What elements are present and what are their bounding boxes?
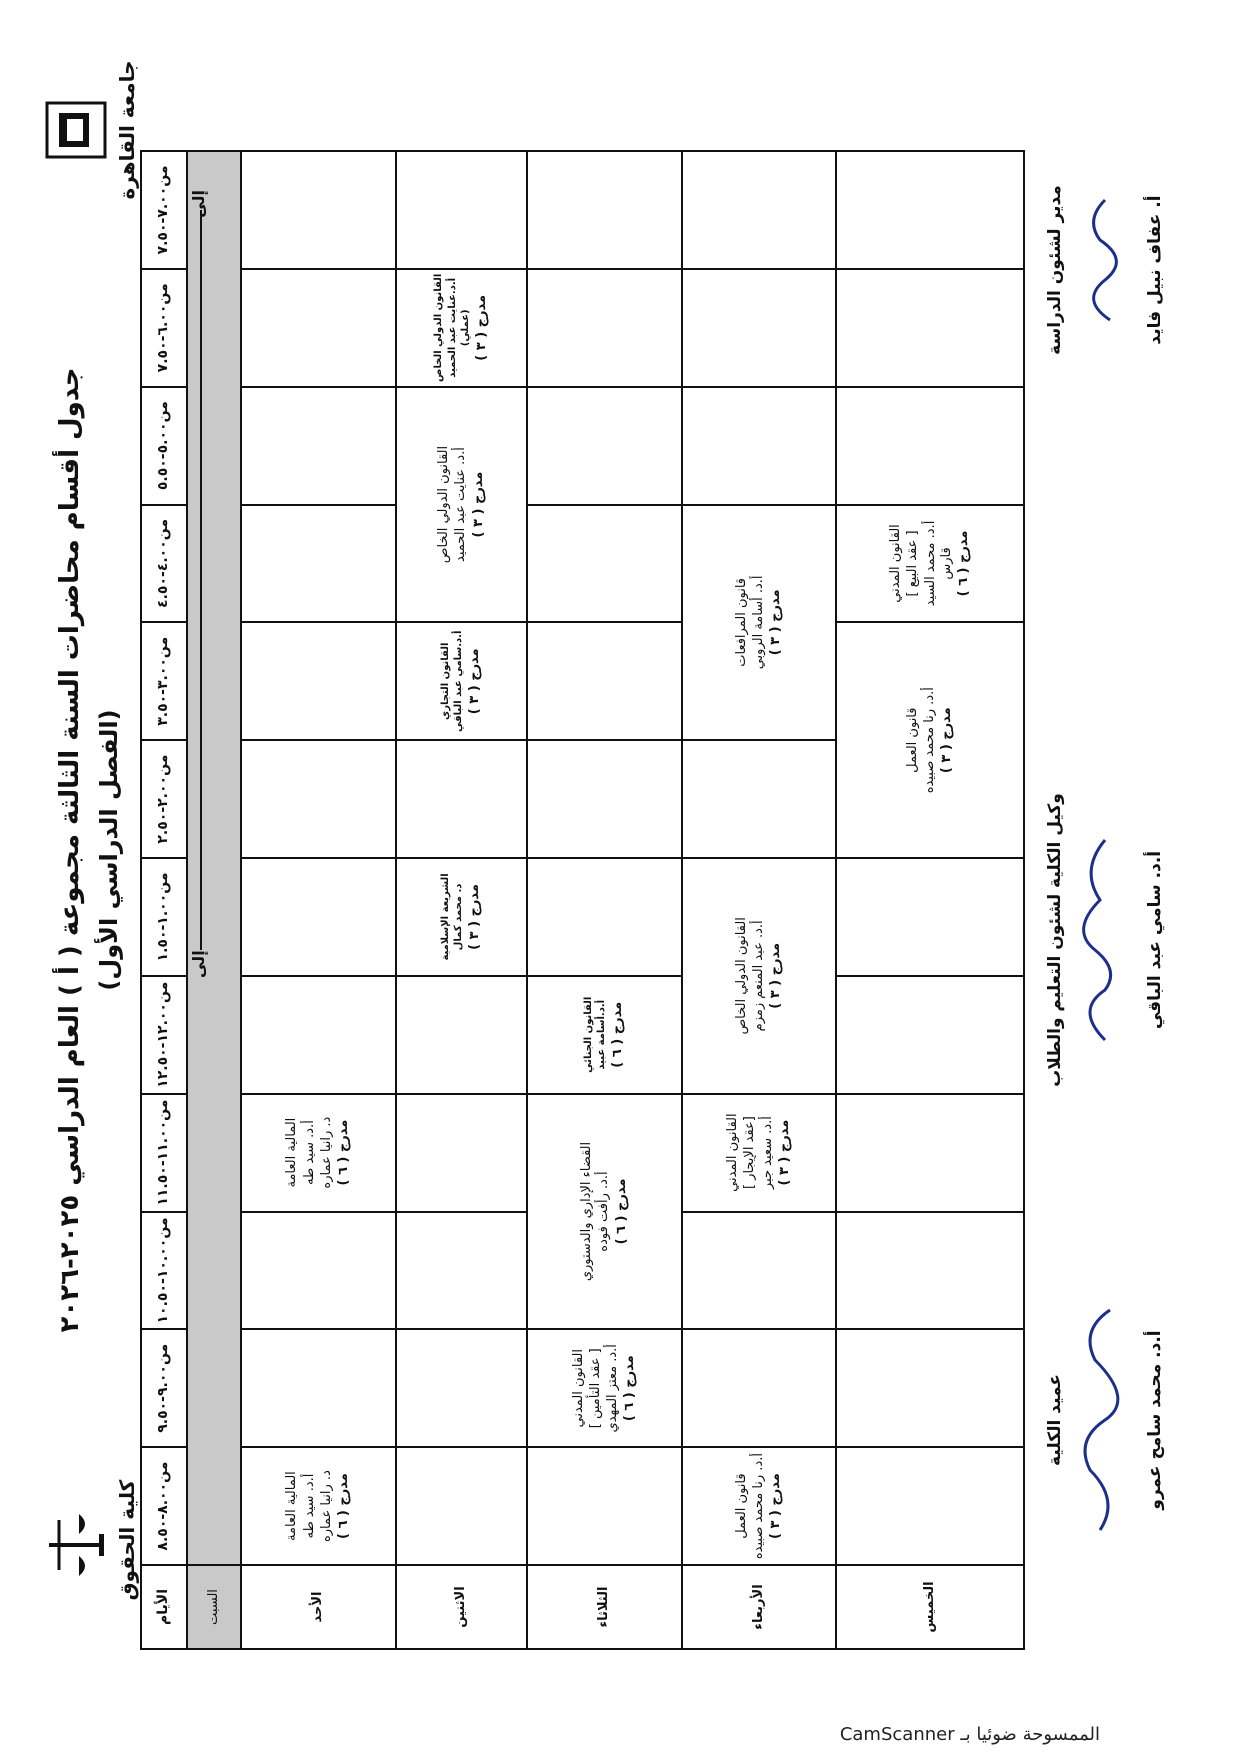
hall: مدرج ( ٣ ) — [470, 471, 486, 538]
hall: مدرج ( ٦ ) — [622, 1355, 638, 1422]
time-slot: من٦.٠٠-٧.٥٠ — [141, 269, 187, 387]
time-slot: من١١.٠٠-١١.٥٠ — [141, 1094, 187, 1212]
professor: أ.د. عبد المنعم زمزم — [750, 920, 766, 1032]
signatory-title: وكيل الكلية لشئون التعليم والطلاب — [1045, 793, 1065, 1087]
range-line — [200, 210, 202, 950]
empty-cell — [836, 387, 1024, 505]
professor: أ.د. سيد طه — [301, 1120, 317, 1186]
scanned-page — [35, 10, 1205, 1690]
hall: مدرج ( ٣ ) — [768, 942, 784, 1009]
signatory-name: أ. عفاف نبيل فايد — [1145, 195, 1165, 345]
cairo-university-logo — [45, 95, 107, 165]
time-header-row — [141, 151, 187, 1649]
time-slot: من٥.٠٠-٥.٥٠ — [141, 387, 187, 505]
empty-cell — [836, 1329, 1024, 1447]
signatory-name: أ.د. محمد سامح عمرو — [1145, 1330, 1165, 1510]
faculty-name: كلية الحقوق — [115, 1479, 139, 1601]
empty-cell — [241, 740, 396, 858]
empty-cell — [682, 387, 837, 505]
empty-cell — [527, 622, 682, 740]
scales-of-justice-icon — [45, 1510, 107, 1580]
empty-cell — [527, 387, 682, 505]
empty-cell — [527, 1447, 682, 1565]
empty-cell — [682, 1212, 837, 1330]
course-name: القانون الدولي الخاص — [436, 445, 452, 564]
range-start: إلى — [189, 190, 208, 218]
course-sub: [ عقد البيع ] — [905, 530, 921, 597]
professor: أ.د. سيد طه — [301, 1473, 317, 1539]
hall: مدرج ( ٣ ) — [768, 589, 784, 656]
class-cell — [396, 622, 528, 740]
time-slot: من٤.٠٠-٤.٥٠ — [141, 505, 187, 623]
range-end: إلى — [189, 950, 208, 978]
empty-cell — [527, 858, 682, 976]
empty-cell — [527, 269, 682, 387]
course-name: القانون التجاري — [439, 642, 451, 720]
course-name: قانون العمل — [733, 1473, 749, 1539]
hall: مدرج ( ٦ ) — [336, 1119, 352, 1186]
empty-cell — [241, 505, 396, 623]
class-cell — [682, 505, 837, 741]
day-label: الأربعاء — [682, 1565, 837, 1649]
empty-cell — [682, 1329, 837, 1447]
class-cell — [396, 269, 528, 387]
empty-cell — [241, 151, 396, 269]
empty-cell — [682, 151, 837, 269]
time-slot: من٩.٠٠-٩.٥٠ — [141, 1329, 187, 1447]
empty-cell — [396, 740, 528, 858]
professor: د. محمد كمال — [453, 883, 465, 951]
empty-cell — [241, 387, 396, 505]
schedule-table — [140, 150, 1025, 1650]
hall: مدرج ( ٦ ) — [609, 1001, 625, 1068]
signatory-title: عميد الكلية — [1045, 1374, 1065, 1466]
class-cell — [682, 1447, 837, 1565]
empty-cell — [836, 976, 1024, 1094]
hall: مدرج ( ٣ ) — [776, 1119, 792, 1186]
course-name: الشريعة الإسلامية — [439, 873, 451, 961]
time-slot: من٨.٠٠-٨.٥٠ — [141, 1447, 187, 1565]
professor: أ.د. رنا محمد صبيده — [922, 687, 938, 794]
signatory-name: أ.د. سامي عبد الباقي — [1145, 850, 1165, 1030]
day-row-thursday — [836, 151, 1024, 1649]
page-title: جدول أقسام محاضرات السنة الثالثة مجموعة ( أ ) العام الدراسي ٢٠٢٥-٢٠٢٦ — [55, 367, 85, 1333]
class-cell — [682, 1094, 837, 1212]
day-label: الاثنين — [396, 1565, 528, 1649]
page-subtitle: (الفصل الدراسي الأول) — [95, 709, 123, 991]
class-cell — [836, 505, 1024, 623]
empty-cell — [241, 1212, 396, 1330]
hall: مدرج ( ٦ ) — [336, 1473, 352, 1539]
empty-cell — [396, 151, 528, 269]
class-cell — [527, 1329, 682, 1447]
saturday-range-line — [189, 190, 211, 978]
professor: أ.د. رأفت فوده — [596, 1171, 612, 1252]
day-label: الثلاثاء — [527, 1565, 682, 1649]
class-cell — [527, 976, 682, 1094]
empty-cell — [836, 858, 1024, 976]
course-name: المالية العامة — [284, 1117, 300, 1188]
course-sub: [عقد الإيجار ] — [742, 1116, 758, 1190]
empty-cell — [527, 740, 682, 858]
hall: مدرج ( ٣ ) — [939, 707, 955, 774]
footer-text: الممسوحة ضوئيا بـ CamScanner — [839, 1724, 1100, 1745]
days-header: الأيام — [141, 1565, 187, 1649]
handwritten-signature — [1075, 1300, 1125, 1540]
handwritten-signature — [1075, 830, 1125, 1050]
empty-cell — [836, 151, 1024, 269]
university-name: جامعة القاهرة — [115, 60, 139, 200]
day-label: السبت — [187, 1565, 241, 1649]
class-cell — [396, 858, 528, 976]
time-slot: من١٠.٠٠-١٠.٥٠ — [141, 1212, 187, 1330]
professor: أ.د. أسامة الروبي — [750, 575, 766, 670]
assistant: د. رانيا عماره — [318, 1116, 334, 1189]
course-name: القانون المدني — [888, 524, 904, 603]
professor: أ.د. معتز المهدي — [605, 1344, 621, 1433]
professor: أ.د.سامي عبد الباقي — [453, 630, 465, 732]
hall: مدرج ( ٣ ) — [473, 294, 489, 361]
course-name: القانون المدني — [725, 1113, 741, 1192]
empty-cell — [836, 1212, 1024, 1330]
class-cell — [836, 622, 1024, 858]
day-row-tuesday — [527, 151, 682, 1649]
empty-cell — [396, 976, 528, 1094]
time-slot: من٢.٠٠-٢.٥٠ — [141, 740, 187, 858]
course-name: القانون الدولي الخاص — [433, 273, 445, 382]
hall: مدرج ( ٦ ) — [613, 1178, 629, 1245]
note: (عملي) — [460, 309, 472, 347]
empty-cell — [527, 505, 682, 623]
day-row-monday — [396, 151, 528, 1649]
course-sub: [ عقد التأمين ] — [587, 1348, 603, 1429]
course-name: قانون المرافعات — [733, 578, 749, 667]
class-cell — [396, 387, 528, 623]
professor: أ.د. محمد السيد قارس — [922, 520, 954, 607]
time-slot: من٧.٠٠-٧.٥٠ — [141, 151, 187, 269]
empty-cell — [241, 269, 396, 387]
course-name: القانون المدني — [570, 1349, 586, 1428]
assistant: د. رانيا عماره — [318, 1470, 334, 1543]
empty-cell — [396, 1447, 528, 1565]
class-cell — [241, 1447, 396, 1565]
empty-cell — [527, 151, 682, 269]
empty-cell — [836, 1094, 1024, 1212]
empty-cell — [396, 1212, 528, 1330]
course-name: القانون الجنائي — [582, 996, 594, 1073]
empty-cell — [241, 622, 396, 740]
signatory-title: مدير لشئون الدراسة — [1045, 185, 1065, 355]
day-label: الأحد — [241, 1565, 396, 1649]
empty-cell — [241, 858, 396, 976]
course-name: القضاء الإداري والدستوري — [579, 1141, 595, 1282]
professor: أ.د.أسامة عبيد — [596, 999, 608, 1070]
hall: مدرج ( ٣ ) — [768, 1473, 784, 1539]
class-cell — [682, 858, 837, 1094]
class-cell — [241, 1094, 396, 1212]
course-name: المالية العامة — [284, 1471, 300, 1541]
hall: مدرج ( ٣ ) — [466, 648, 482, 715]
professor: أ.د.عنايت عبد الحميد — [446, 277, 458, 378]
handwritten-signature — [1075, 190, 1125, 330]
empty-cell — [682, 740, 837, 858]
empty-cell — [396, 1329, 528, 1447]
hall: مدرج ( ٣ ) — [466, 884, 482, 950]
empty-cell — [682, 269, 837, 387]
class-cell — [527, 1094, 682, 1330]
empty-cell — [836, 269, 1024, 387]
empty-cell — [241, 976, 396, 1094]
empty-cell — [241, 1329, 396, 1447]
day-row-wednesday — [682, 151, 837, 1649]
hall: مدرج ( ٦ ) — [956, 530, 972, 597]
empty-cell — [396, 1094, 528, 1212]
professor: أ.د. سعيد جبر — [759, 1116, 775, 1190]
time-slot: من١٢.٠٠-١٢.٥٠ — [141, 976, 187, 1094]
course-name: القانون الدولي الخاص — [733, 917, 749, 1035]
professor: أ.د. رنا محمد صبيده — [750, 1453, 766, 1560]
day-row-sunday — [241, 151, 396, 1649]
time-slot: من١.٠٠-١.٥٠ — [141, 858, 187, 976]
course-name: قانون العمل — [904, 707, 920, 773]
day-label: الخميس — [836, 1565, 1024, 1649]
time-slot: من٣.٠٠-٣.٥٠ — [141, 622, 187, 740]
professor: أ.د. عنايت عبد الحميد — [453, 447, 469, 562]
empty-cell — [836, 1447, 1024, 1565]
